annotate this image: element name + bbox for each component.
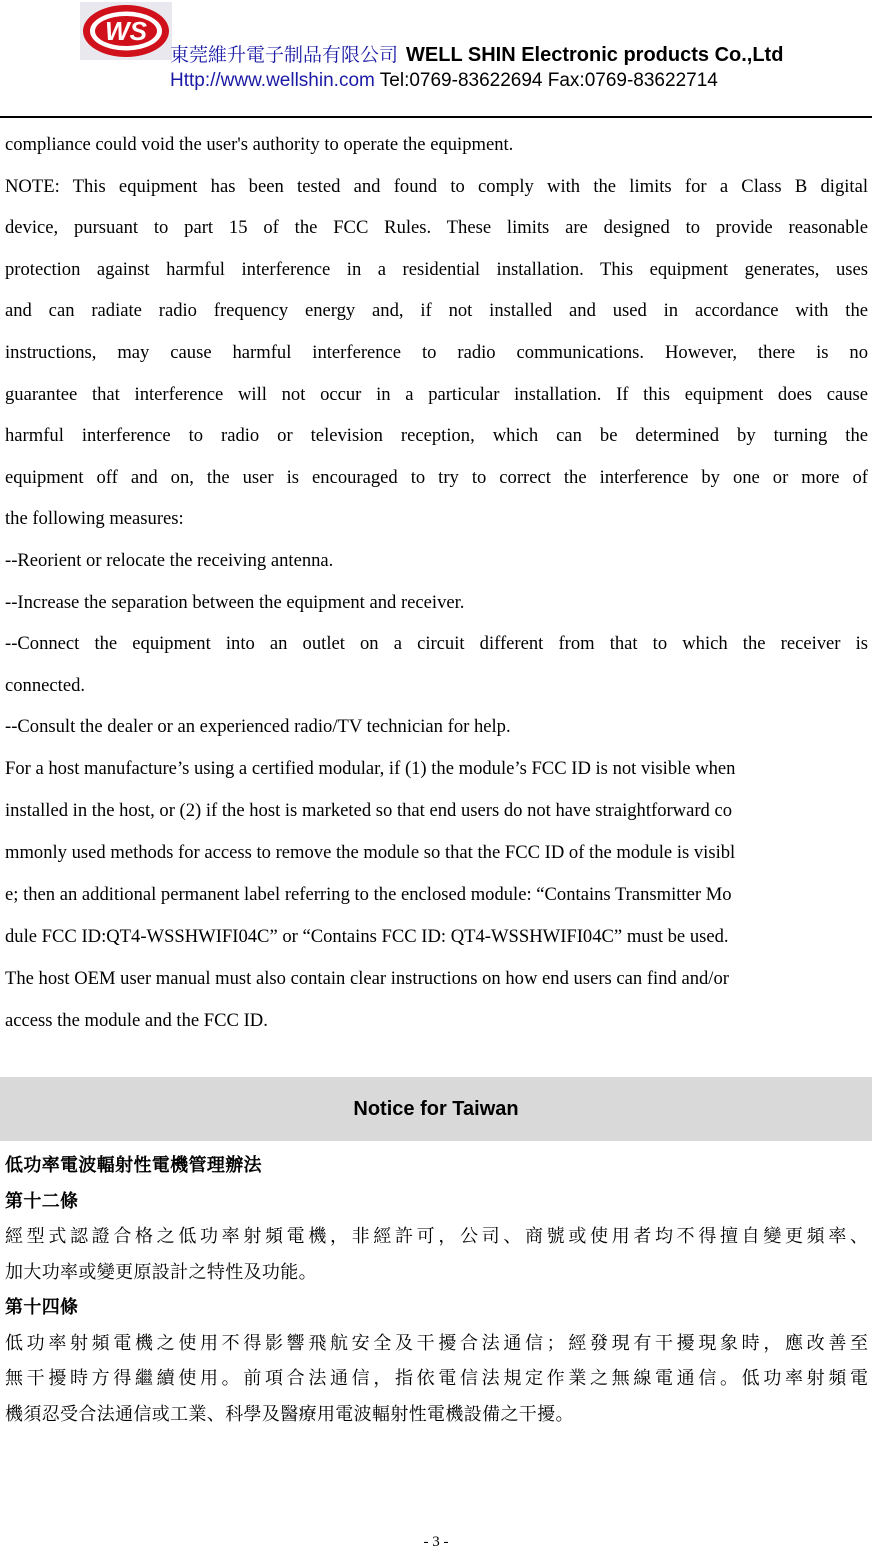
measure-item: --Increase the separation between the equipment and receiver. — [5, 591, 465, 613]
header-divider — [0, 116, 872, 118]
company-website-link[interactable]: Http://www.wellshin.com — [170, 70, 375, 91]
host-label-line: The host OEM user manual must also contain clear instructions on how end users can find and/or — [5, 967, 729, 989]
host-label-line: mmonly used methods for access to remove the module so that the FCC ID of the module is visibl — [5, 841, 736, 863]
company-logo — [80, 2, 172, 60]
article-text: 無干擾時方得繼續使用。前項合法通信，指依電信法規定作業之無線電通信。低功率射頻電 — [5, 1368, 868, 1389]
fcc-notice-body — [5, 124, 868, 1042]
page-header — [0, 0, 872, 118]
company-phone-fax: Tel:0769-83622694 Fax:0769-83622714 — [379, 70, 718, 91]
logo-text: WS — [105, 16, 147, 46]
measure-item: connected. — [5, 674, 86, 696]
article-heading: 第十二條 — [5, 1190, 79, 1212]
body-line: compliance could void the user's authority to operate the equipment. — [5, 134, 514, 155]
measure-item: --Reorient or relocate the receiving antenna. — [5, 549, 334, 571]
host-label-line: access the module and the FCC ID. — [5, 1009, 268, 1031]
article-text: 經型式認證合格之低功率射頻電機，非經許可，公司、商號或使用者均不得擅自變更頻率、 — [5, 1226, 868, 1247]
body-line: the following measures: — [5, 508, 184, 530]
company-name — [170, 40, 783, 67]
host-label-line: dule FCC ID:QT4-WSSHWIFI04C” or “Contains FCC ID: QT4-WSSHWIFI04C” must be used. — [5, 925, 729, 947]
host-label-line: e; then an additional permanent label referring to the enclosed module: “Contains Transmitter Mo — [5, 883, 732, 905]
article-text: 加大功率或變更原設計之特性及功能。 — [5, 1261, 317, 1283]
measure-item: --Consult the dealer or an experienced radio/TV technician for help. — [5, 716, 511, 738]
measure-item: --Connect the equipment into an outlet on a circuit different from that to which the receiver is — [5, 633, 868, 655]
body-line: harmful interference to radio or television reception, which can be determined by turning the — [5, 425, 868, 447]
article-text: 低功率射頻電機之使用不得影響飛航安全及干擾合法通信；經發現有干擾現象時，應改善至 — [5, 1332, 868, 1354]
body-line: instructions, may cause harmful interference to radio communications. However, there is no — [5, 341, 868, 363]
body-line: guarantee that interference will not occur in a particular installation. If this equipment does cause — [5, 383, 868, 405]
company-name-english: WELL SHIN Electronic products Co.,Ltd — [406, 44, 784, 66]
body-line: NOTE: This equipment has been tested and found to comply with the limits for a Class B digital — [5, 175, 868, 197]
company-name-chinese: 東莞維升電子制品有限公司 — [170, 44, 399, 66]
page-number: - 3 - — [423, 1534, 449, 1550]
host-label-line: installed in the host, or (2) if the host is marketed so that end users do not have straightforward co — [5, 799, 733, 821]
body-line: and can radiate radio frequency energy and, if not installed and used in accordance with the — [5, 300, 868, 322]
article-text: 機須忍受合法通信或工業、科學及醫療用電波輻射性電機設備之干擾。 — [5, 1403, 574, 1425]
company-contact — [170, 70, 718, 92]
taiwan-notice-body — [5, 1148, 868, 1432]
taiwan-title: 低功率電波輻射性電機管理辦法 — [5, 1155, 262, 1176]
body-line: device, pursuant to part 15 of the FCC Rules. These limits are designed to provide reasonable — [5, 217, 868, 239]
body-line: protection against harmful interference in a residential installation. This equipment generates, uses — [5, 258, 868, 280]
host-label-line: For a host manufacture’s using a certified modular, if (1) the module’s FCC ID is not visible when — [5, 757, 736, 779]
body-line: equipment off and on, the user is encouraged to try to correct the interference by one or more of — [5, 466, 868, 488]
taiwan-notice-heading: Notice for Taiwan — [0, 1077, 872, 1141]
article-heading: 第十四條 — [5, 1297, 79, 1318]
